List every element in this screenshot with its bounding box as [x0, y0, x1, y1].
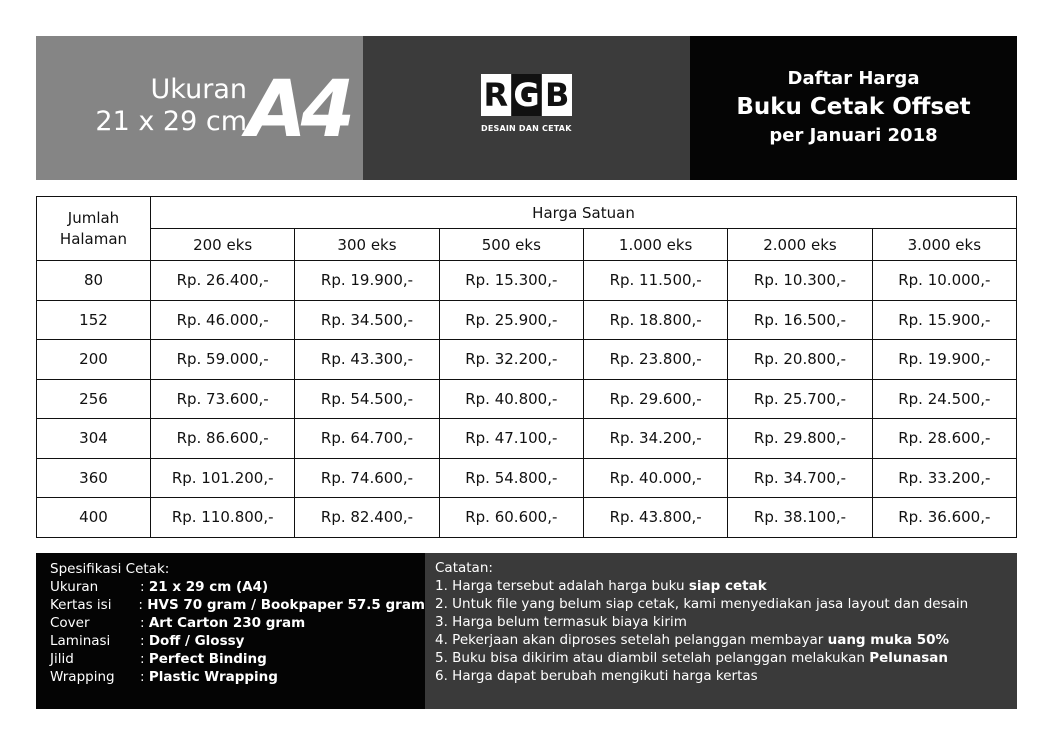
table-row	[37, 340, 1017, 380]
pages-cell: 304	[37, 419, 151, 459]
note-item: 3. Harga belum termasuk biaya kirim	[435, 614, 687, 630]
price-cell: Rp. 25.700,-	[728, 379, 872, 419]
spec-label: Cover	[50, 615, 90, 631]
spec-label: Jilid	[50, 651, 74, 667]
price-cell: Rp. 54.800,-	[439, 458, 583, 498]
price-cell: Rp. 26.400,-	[151, 261, 295, 301]
price-cell: Rp. 38.100,-	[728, 498, 872, 538]
title-panel	[690, 36, 1017, 180]
spec-label: Ukuran	[50, 579, 99, 595]
pages-cell: 152	[37, 300, 151, 340]
price-cell: Rp. 19.900,-	[872, 340, 1016, 380]
note-item: 5. Buku bisa dikirim atau diambil setelah pelanggan melakukan Pelunasan	[435, 650, 949, 666]
title-line-3: per Januari 2018	[769, 125, 938, 146]
pages-cell: 400	[37, 498, 151, 538]
table-row	[37, 300, 1017, 340]
qty-header: 2.000 eks	[728, 229, 872, 261]
price-cell: Rp. 18.800,-	[583, 300, 727, 340]
price-cell: Rp. 10.300,-	[728, 261, 872, 301]
price-cell: Rp. 36.600,-	[872, 498, 1016, 538]
logo-tagline: DESAIN DAN CETAK	[481, 124, 572, 133]
pages-cell: 256	[37, 379, 151, 419]
pages-cell: 80	[37, 261, 151, 301]
price-cell: Rp. 29.800,-	[728, 419, 872, 459]
price-cell: Rp. 23.800,-	[583, 340, 727, 380]
header-banner	[36, 36, 1017, 180]
price-cell: Rp. 82.400,-	[295, 498, 439, 538]
qty-header: 3.000 eks	[872, 229, 1016, 261]
spec-value: Doff / Glossy	[148, 633, 245, 649]
qty-header: 1.000 eks	[583, 229, 727, 261]
title-line-1: Daftar Harga	[787, 68, 920, 89]
price-cell: Rp. 34.700,-	[728, 458, 872, 498]
size-code: A4	[246, 65, 349, 155]
price-cell: Rp. 11.500,-	[583, 261, 727, 301]
price-table	[36, 196, 1017, 538]
price-cell: Rp. 73.600,-	[151, 379, 295, 419]
table-row	[37, 458, 1017, 498]
price-cell: Rp. 19.900,-	[295, 261, 439, 301]
logo-panel	[363, 36, 690, 180]
price-cell: Rp. 110.800,-	[151, 498, 295, 538]
price-cell: Rp. 101.200,-	[151, 458, 295, 498]
spec-value: Perfect Binding	[148, 651, 267, 667]
qty-header: 300 eks	[295, 229, 439, 261]
price-cell: Rp. 28.600,-	[872, 419, 1016, 459]
spec-value: Plastic Wrapping	[148, 669, 278, 685]
price-cell: Rp. 59.000,-	[151, 340, 295, 380]
ukuran-label: Ukuran	[150, 74, 247, 105]
spec-value: 21 x 29 cm (A4)	[148, 579, 269, 595]
price-cell: Rp. 74.600,-	[295, 458, 439, 498]
price-cell: Rp. 32.200,-	[439, 340, 583, 380]
logo-letter-r: R	[481, 74, 511, 116]
price-cell: Rp. 24.500,-	[872, 379, 1016, 419]
spec-label: Wrapping	[50, 669, 115, 685]
price-cell: Rp. 16.500,-	[728, 300, 872, 340]
spec-row: Ukuran : 21 x 29 cm (A4)	[50, 579, 269, 595]
spec-label: Kertas isi	[50, 597, 112, 613]
spec-row: Wrapping : Plastic Wrapping	[50, 669, 278, 685]
notes-panel	[425, 553, 1017, 709]
rgb-logo	[481, 74, 573, 133]
price-cell: Rp. 86.600,-	[151, 419, 295, 459]
note-item: 4. Pekerjaan akan diproses setelah pelanggan membayar uang muka 50%	[435, 632, 950, 648]
title-line-2: Buku Cetak Offset	[736, 94, 971, 120]
price-cell: Rp. 34.200,-	[583, 419, 727, 459]
qty-header: 500 eks	[439, 229, 583, 261]
price-cell: Rp. 33.200,-	[872, 458, 1016, 498]
qty-header: 200 eks	[151, 229, 295, 261]
spec-title: Spesifikasi Cetak:	[50, 561, 170, 577]
pages-cell: 360	[37, 458, 151, 498]
table-row	[37, 419, 1017, 459]
note-item: 6. Harga dapat berubah mengikuti harga kertas	[435, 668, 758, 684]
note-item: 1. Harga tersebut adalah harga buku siap cetak	[435, 578, 767, 594]
price-cell: Rp. 43.800,-	[583, 498, 727, 538]
price-cell: Rp. 40.800,-	[439, 379, 583, 419]
price-cell: Rp. 60.600,-	[439, 498, 583, 538]
table-row	[37, 379, 1017, 419]
spec-row: Jilid : Perfect Binding	[50, 651, 267, 667]
spec-row: Laminasi : Doff / Glossy	[50, 633, 245, 649]
pages-header: Jumlah Halaman	[37, 197, 151, 261]
dimension-text: 21 x 29 cm	[95, 106, 247, 137]
price-cell: Rp. 43.300,-	[295, 340, 439, 380]
table-row	[37, 261, 1017, 301]
table-row	[37, 498, 1017, 538]
spec-value: Art Carton 230 gram	[148, 615, 306, 631]
price-cell: Rp. 46.000,-	[151, 300, 295, 340]
size-caption	[95, 74, 247, 138]
spec-row: Kertas isi : HVS 70 gram / Bookpaper 57.5 gram	[50, 597, 425, 613]
price-header: Harga Satuan	[151, 197, 1017, 229]
price-cell: Rp. 15.300,-	[439, 261, 583, 301]
price-cell: Rp. 54.500,-	[295, 379, 439, 419]
price-cell: Rp. 40.000,-	[583, 458, 727, 498]
price-cell: Rp. 10.000,-	[872, 261, 1016, 301]
spec-label: Laminasi	[50, 633, 111, 649]
spec-panel	[36, 553, 425, 709]
notes-title: Catatan:	[435, 560, 493, 576]
price-cell: Rp. 64.700,-	[295, 419, 439, 459]
price-cell: Rp. 20.800,-	[728, 340, 872, 380]
price-cell: Rp. 34.500,-	[295, 300, 439, 340]
spec-value: HVS 70 gram / Bookpaper 57.5 gram	[147, 597, 425, 613]
spec-row: Cover : Art Carton 230 gram	[50, 615, 306, 631]
size-panel	[36, 36, 363, 180]
price-cell: Rp. 25.900,-	[439, 300, 583, 340]
price-cell: Rp. 15.900,-	[872, 300, 1016, 340]
logo-letter-g: G	[513, 76, 540, 114]
logo-letter-b: B	[542, 74, 572, 116]
footer	[36, 553, 1017, 709]
note-item: 2. Untuk file yang belum siap cetak, kami menyediakan jasa layout dan desain	[435, 596, 969, 612]
price-cell: Rp. 47.100,-	[439, 419, 583, 459]
pages-cell: 200	[37, 340, 151, 380]
price-cell: Rp. 29.600,-	[583, 379, 727, 419]
